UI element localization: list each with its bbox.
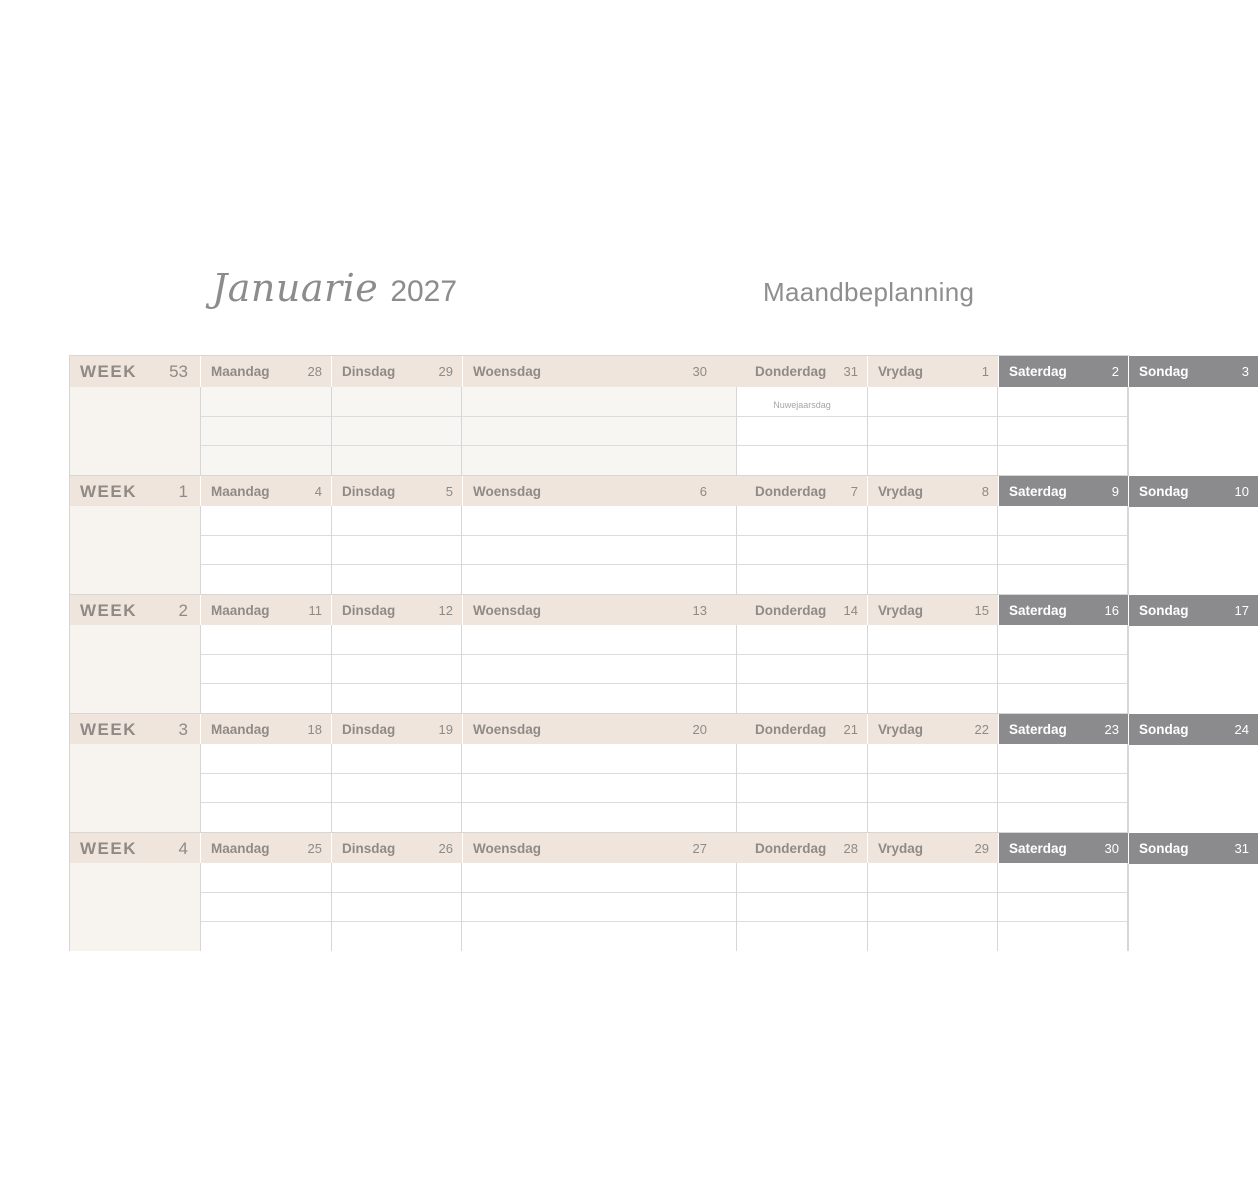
page-title: [212, 266, 457, 320]
week-notes-row: [70, 625, 1128, 713]
week-notes-cell[interactable]: [70, 863, 201, 951]
week-number-cell: [70, 833, 201, 864]
day-notes-cell[interactable]: [462, 744, 737, 832]
day-name: Maandag: [211, 484, 270, 499]
week-notes-row: [70, 744, 1128, 832]
day-date: 31: [843, 364, 858, 379]
day-header-maandag: [201, 476, 332, 507]
day-date: 23: [1104, 722, 1119, 737]
month-title: Januarie: [212, 266, 379, 310]
day-header-donderdag: [745, 595, 868, 626]
week-number-cell: [70, 714, 201, 745]
day-name: Saterdag: [1009, 484, 1067, 499]
week-header-row: [70, 356, 1249, 387]
day-date: 22: [974, 722, 989, 737]
day-notes-cell[interactable]: [462, 387, 737, 475]
day-date: 18: [307, 722, 322, 737]
day-name: Woensdag: [473, 722, 542, 737]
day-header-vrydag: [868, 714, 999, 745]
day-notes-cell[interactable]: [462, 863, 737, 951]
day-notes-cell[interactable]: [462, 625, 737, 713]
note-line: [332, 892, 461, 893]
day-name: Dinsdag: [342, 603, 396, 618]
note-line: [737, 654, 867, 655]
day-header-donderdag: [745, 714, 868, 745]
note-line: [737, 802, 867, 803]
week-notes-row: [70, 506, 1128, 594]
day-date: 3: [1241, 364, 1249, 379]
day-header-sondag: [1129, 833, 1259, 864]
day-date: 24: [1234, 722, 1249, 737]
day-notes-cell[interactable]: [998, 625, 1128, 713]
day-name: Woensdag: [473, 603, 542, 618]
note-line: [998, 683, 1127, 684]
note-line: [332, 921, 461, 922]
day-notes-cell[interactable]: [737, 744, 868, 832]
day-date: 19: [438, 722, 453, 737]
day-notes-cell[interactable]: [737, 387, 868, 475]
note-line: [201, 416, 331, 417]
note-line: [201, 802, 331, 803]
day-header-donderdag: [745, 833, 868, 864]
note-line: [998, 773, 1127, 774]
day-notes-cell[interactable]: [998, 744, 1128, 832]
day-name: Sondag: [1139, 722, 1189, 737]
day-date: 1: [981, 364, 989, 379]
day-name: Woensdag: [473, 364, 542, 379]
day-name: Vrydag: [878, 841, 924, 856]
note-line: [998, 564, 1127, 565]
day-date: 25: [307, 841, 322, 856]
week-notes-cell[interactable]: [70, 744, 201, 832]
note-line: [998, 921, 1127, 922]
note-line: [868, 445, 997, 446]
week-header-row: [70, 832, 1249, 864]
week-header-row: [70, 475, 1249, 507]
week-row: [70, 475, 1249, 594]
day-date: 8: [981, 484, 989, 499]
day-name: Vrydag: [878, 484, 924, 499]
note-line: [462, 654, 736, 655]
day-notes-cell[interactable]: [998, 506, 1128, 594]
note-line: [737, 892, 867, 893]
day-header-sondag: [1129, 714, 1259, 745]
day-header-vrydag: [868, 595, 999, 626]
day-name: Dinsdag: [342, 841, 396, 856]
note-line: [737, 683, 867, 684]
note-line: [462, 564, 736, 565]
day-header-saterdag: [999, 833, 1129, 864]
week-number: 3: [178, 720, 188, 739]
day-name: Donderdag: [755, 722, 827, 737]
day-date: 27: [692, 841, 707, 856]
day-name: Woensdag: [473, 841, 542, 856]
day-header-donderdag: [745, 356, 868, 387]
day-date: 9: [1111, 484, 1119, 499]
day-header-dinsdag: [332, 356, 463, 387]
day-name: Vrydag: [878, 364, 924, 379]
day-notes-cell[interactable]: [868, 744, 998, 832]
note-line: [998, 802, 1127, 803]
note-line: [868, 654, 997, 655]
note-line: [462, 535, 736, 536]
note-line: [201, 773, 331, 774]
day-notes-cell[interactable]: [201, 625, 332, 713]
week-row: [70, 594, 1249, 713]
day-date: 12: [438, 603, 453, 618]
note-line: [998, 445, 1127, 446]
note-line: [462, 892, 736, 893]
day-header-saterdag: [999, 595, 1129, 626]
day-name: Saterdag: [1009, 722, 1067, 737]
note-line: [332, 416, 461, 417]
day-name: Maandag: [211, 603, 270, 618]
note-line: [201, 654, 331, 655]
note-line: [998, 535, 1127, 536]
note-line: [332, 802, 461, 803]
day-date: 6: [699, 484, 707, 499]
week-notes-row: [70, 863, 1128, 951]
week-number-cell: [70, 476, 201, 507]
day-header-dinsdag: [332, 714, 463, 745]
note-line: [332, 683, 461, 684]
day-header-saterdag: [999, 356, 1129, 387]
day-name: Maandag: [211, 722, 270, 737]
day-date: 14: [843, 603, 858, 618]
day-date: 17: [1234, 603, 1249, 618]
day-date: 13: [692, 603, 707, 618]
note-line: [332, 564, 461, 565]
day-date: 7: [850, 484, 858, 499]
day-date: 29: [974, 841, 989, 856]
day-notes-cell[interactable]: [998, 863, 1128, 951]
week-number: 4: [178, 839, 188, 858]
note-line: [737, 535, 867, 536]
day-date: 20: [692, 722, 707, 737]
note-line: [201, 892, 331, 893]
day-date: 2: [1111, 364, 1119, 379]
day-notes-cell[interactable]: [868, 863, 998, 951]
day-name: Dinsdag: [342, 722, 396, 737]
day-header-vrydag: [868, 476, 999, 507]
day-notes-cell[interactable]: [201, 387, 332, 475]
day-name: Donderdag: [755, 841, 827, 856]
week-label: WEEK: [80, 601, 137, 620]
note-line: [201, 564, 331, 565]
day-header-maandag: [201, 714, 332, 745]
note-line: [737, 773, 867, 774]
year-title: 2027: [390, 275, 458, 308]
note-line: [201, 445, 331, 446]
day-header-dinsdag: [332, 476, 463, 507]
day-notes-cell[interactable]: [868, 387, 998, 475]
week-number: 1: [178, 482, 188, 501]
week-notes-cell[interactable]: [70, 506, 201, 594]
day-date: 30: [1104, 841, 1119, 856]
day-header-vrydag: [868, 356, 999, 387]
week-number: 2: [178, 601, 188, 620]
note-line: [201, 535, 331, 536]
day-notes-cell[interactable]: [737, 625, 868, 713]
note-line: [737, 416, 867, 417]
week-label: WEEK: [80, 720, 137, 739]
day-header-dinsdag: [332, 833, 463, 864]
note-line: [737, 921, 867, 922]
day-name: Maandag: [211, 364, 270, 379]
note-line: [332, 654, 461, 655]
note-line: [201, 683, 331, 684]
note-line: [868, 892, 997, 893]
day-notes-cell[interactable]: [462, 506, 737, 594]
day-name: Sondag: [1139, 484, 1189, 499]
note-line: [462, 416, 736, 417]
planner-subtitle: Maandbeplanning: [763, 277, 975, 307]
note-line: [868, 773, 997, 774]
holiday-label: Nuwejaarsdag: [773, 400, 831, 410]
note-line: [201, 921, 331, 922]
day-date: 30: [692, 364, 707, 379]
day-name: Saterdag: [1009, 603, 1067, 618]
day-header-vrydag: [868, 833, 999, 864]
week-notes-cell[interactable]: [70, 387, 201, 475]
day-notes-cell[interactable]: [201, 506, 332, 594]
note-line: [998, 654, 1127, 655]
day-date: 31: [1234, 841, 1249, 856]
day-header-saterdag: [999, 714, 1129, 745]
week-label: WEEK: [80, 839, 137, 858]
day-date: 5: [445, 484, 453, 499]
day-notes-cell[interactable]: [332, 863, 462, 951]
week-row: [70, 713, 1249, 832]
day-header-maandag: [201, 595, 332, 626]
day-date: 26: [438, 841, 453, 856]
week-label: WEEK: [80, 482, 137, 501]
day-header-maandag: [201, 833, 332, 864]
note-line: [868, 802, 997, 803]
day-name: Dinsdag: [342, 364, 396, 379]
day-name: Donderdag: [755, 484, 827, 499]
day-header-saterdag: [999, 476, 1129, 507]
note-line: [462, 921, 736, 922]
day-date: 21: [843, 722, 858, 737]
day-name: Donderdag: [755, 364, 827, 379]
day-date: 28: [307, 364, 322, 379]
week-notes-cell[interactable]: [70, 625, 201, 713]
day-name: Vrydag: [878, 603, 924, 618]
note-line: [737, 564, 867, 565]
day-date: 4: [314, 484, 322, 499]
day-name: Saterdag: [1009, 841, 1067, 856]
note-line: [868, 564, 997, 565]
day-header-sondag: [1129, 476, 1259, 507]
note-line: [462, 445, 736, 446]
day-notes-cell[interactable]: [868, 625, 998, 713]
week-label: WEEK: [80, 362, 137, 381]
note-line: [737, 445, 867, 446]
day-date: 16: [1104, 603, 1119, 618]
day-name: Maandag: [211, 841, 270, 856]
day-name: Sondag: [1139, 364, 1189, 379]
week-number: 53: [169, 362, 188, 381]
day-date: 10: [1234, 484, 1249, 499]
week-header-row: [70, 713, 1249, 745]
note-line: [462, 802, 736, 803]
day-date: 15: [974, 603, 989, 618]
day-name: Sondag: [1139, 603, 1189, 618]
note-line: [868, 683, 997, 684]
day-notes-cell[interactable]: [868, 506, 998, 594]
day-notes-cell[interactable]: [201, 863, 332, 951]
day-header-maandag: [201, 356, 332, 387]
week-number-cell: [70, 595, 201, 626]
day-header-donderdag: [745, 476, 868, 507]
day-date: 11: [308, 603, 322, 618]
note-line: [462, 683, 736, 684]
note-line: [462, 773, 736, 774]
note-line: [332, 773, 461, 774]
day-header-sondag: [1129, 595, 1259, 626]
day-notes-cell[interactable]: [998, 387, 1128, 475]
week-row: [70, 832, 1249, 951]
week-notes-row: [70, 387, 1128, 475]
day-notes-cell[interactable]: [737, 506, 868, 594]
day-name: Donderdag: [755, 603, 827, 618]
day-name: Saterdag: [1009, 364, 1067, 379]
note-line: [998, 416, 1127, 417]
day-name: Woensdag: [473, 484, 542, 499]
day-notes-cell[interactable]: [201, 744, 332, 832]
note-line: [868, 535, 997, 536]
note-line: [332, 535, 461, 536]
week-header-row: [70, 594, 1249, 626]
day-name: Vrydag: [878, 722, 924, 737]
note-line: [998, 892, 1127, 893]
note-line: [868, 416, 997, 417]
month-planner-grid: [69, 355, 1249, 951]
day-notes-cell[interactable]: [737, 863, 868, 951]
day-notes-cell[interactable]: [332, 506, 462, 594]
day-date: 28: [843, 841, 858, 856]
note-line: [868, 921, 997, 922]
day-header-dinsdag: [332, 595, 463, 626]
week-number-cell: [70, 356, 201, 387]
day-notes-cell[interactable]: [332, 387, 462, 475]
note-line: [332, 445, 461, 446]
day-name: Dinsdag: [342, 484, 396, 499]
day-name: Sondag: [1139, 841, 1189, 856]
day-date: 29: [438, 364, 453, 379]
week-row: [70, 356, 1249, 475]
day-notes-cell[interactable]: [332, 744, 462, 832]
day-header-sondag: [1129, 356, 1259, 387]
day-notes-cell[interactable]: [332, 625, 462, 713]
